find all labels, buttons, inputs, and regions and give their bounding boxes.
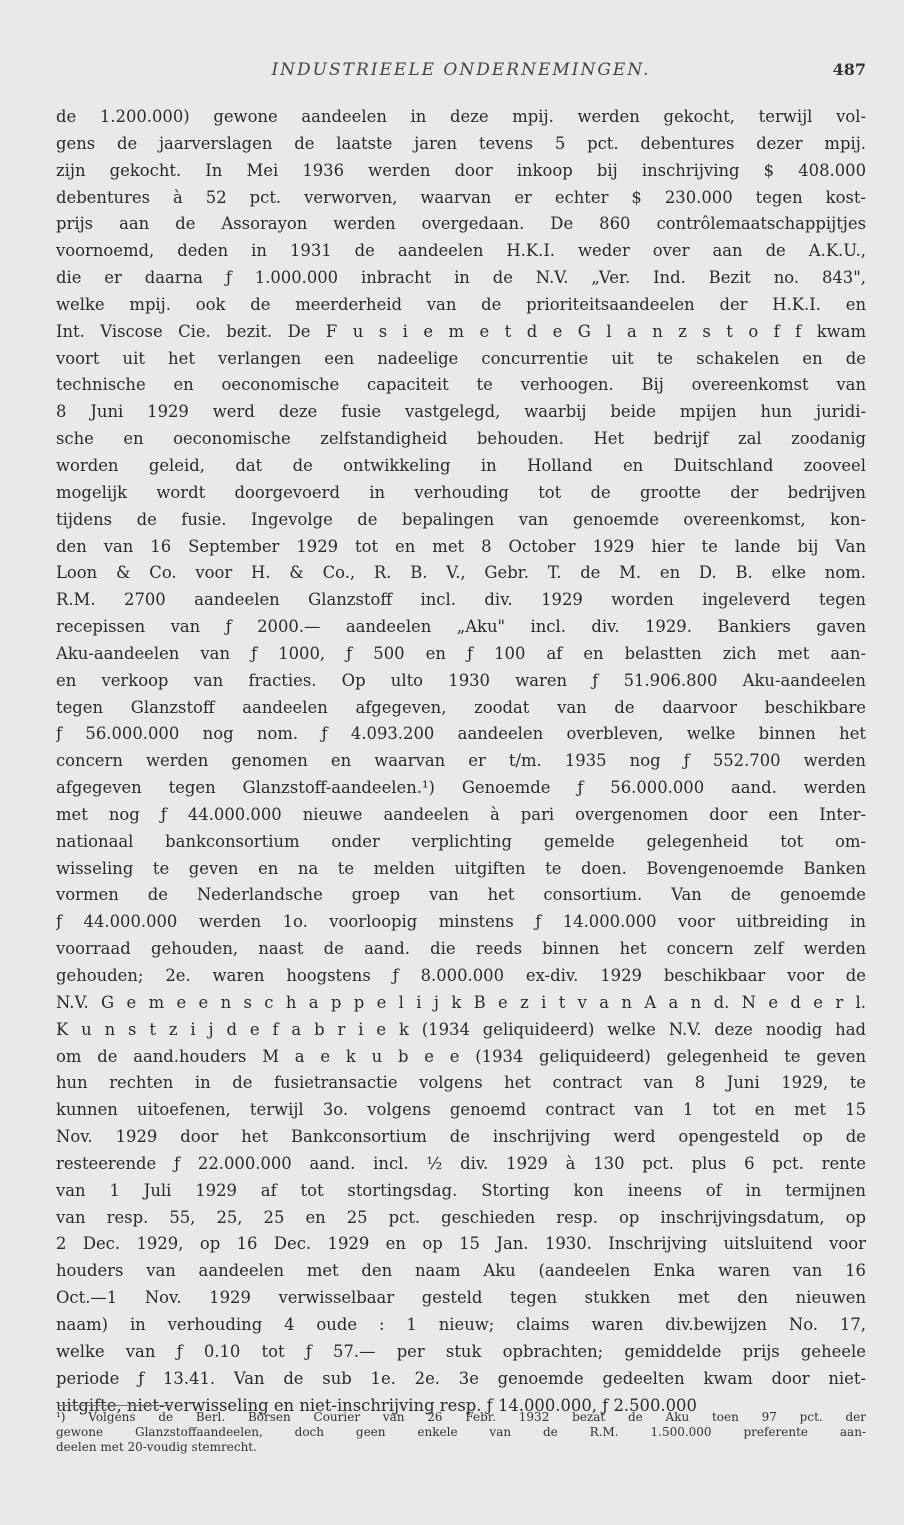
- text-line: prijs aan de Assorayon werden overgedaan. De 860 contrôlemaatschappijtjes: [56, 214, 866, 234]
- text-line: 8 Juni 1929 werd deze fusie vastgelegd, waarbij beide mpijen hun juridi-: [56, 402, 866, 422]
- text-line: wisseling te geven en na te melden uitgiften te doen. Bovengenoemde Banken: [56, 858, 866, 878]
- text-line: voornoemd, deden in 1931 de aandeelen H.K.I. weder over aan de A.K.U.,: [56, 241, 866, 261]
- text-line: Int. Viscose Cie. bezit. De F u s i e m e t d e G l a n z s t o f f kwam: [56, 321, 866, 341]
- text-line: Aku-aandeelen van ƒ 1000, ƒ 500 en ƒ 100 af en belastten zich met aan-: [56, 643, 866, 663]
- text-line: met nog ƒ 44.000.000 nieuwe aandeelen à pari overgenomen door een Inter-: [56, 804, 866, 824]
- text-line: technische en oeconomische capaciteit te verhoogen. Bij overeenkomst van: [56, 375, 866, 395]
- text-line: om de aand.houders M a e k u b e e (1934 geliquideerd) gelegenheid te geven: [56, 1046, 866, 1066]
- text-line: ƒ 56.000.000 nog nom. ƒ 4.093.200 aandeelen overbleven, welke binnen het: [56, 724, 866, 744]
- footnote-line: ¹) Volgens de Berl. Börsen Courier van 26 Febr. 1932 bezat de Aku toen 97 pct. der: [56, 1410, 866, 1424]
- footnote-line: deelen met 20-voudig stemrecht.: [56, 1440, 257, 1454]
- text-line: gehouden; 2e. waren hoogstens ƒ 8.000.000 ex-div. 1929 beschikbaar voor de: [56, 966, 866, 985]
- text-line: 2 Dec. 1929, op 16 Dec. 1929 en op 15 Jan. 1930. Inschrijving uitsluitend voor: [56, 1234, 866, 1254]
- text-line: den van 16 September 1929 tot en met 8 October 1929 hier te lande bij Van: [56, 536, 866, 556]
- text-line: Loon & Co. voor H. & Co., R. B. V., Gebr. T. de M. en D. B. elke nom.: [56, 563, 866, 583]
- text-line: periode ƒ 13.41. Van de sub 1e. 2e. 3e genoemde gedeelten kwam door niet-: [56, 1368, 866, 1388]
- page-header: [56, 60, 866, 88]
- text-line: kunnen uitoefenen, terwijl 3o. volgens genoemd contract van 1 tot en met 15: [56, 1100, 866, 1120]
- text-line: en verkoop van fracties. Op ulto 1930 waren ƒ 51.906.800 Aku-aandeelen: [56, 670, 866, 690]
- text-line: R.M. 2700 aandeelen Glanzstoff incl. div. 1929 worden ingeleverd tegen: [56, 590, 866, 610]
- text-line: recepissen van ƒ 2000.— aandeelen „Aku" incl. div. 1929. Bankiers gaven: [56, 617, 866, 637]
- footnote-line: gewone Glanzstoffaandeelen, doch geen enkele van de R.M. 1.500.000 preferente aan-: [56, 1425, 866, 1439]
- text-line: voort uit het verlangen een nadeelige concurrentie uit te schakelen en de: [56, 348, 866, 368]
- body-text: [56, 104, 866, 1419]
- text-line: sche en oeconomische zelfstandigheid behouden. Het bedrijf zal zoodanig: [56, 429, 866, 449]
- text-line: houders van aandeelen met den naam Aku (aandeelen Enka waren van 16: [56, 1261, 866, 1281]
- text-line: ƒ 44.000.000 werden 1o. voorloopig minstens ƒ 14.000.000 voor uitbreiding in: [56, 912, 866, 932]
- text-line: debentures à 52 pct. verworven, waarvan er echter $ 230.000 tegen kost-: [56, 187, 866, 207]
- text-line: resteerende ƒ 22.000.000 aand. incl. ½ div. 1929 à 130 pct. plus 6 pct. rente: [56, 1153, 866, 1173]
- text-line: worden geleid, dat de ontwikkeling in Holland en Duitschland zooveel: [56, 455, 866, 475]
- text-line: die er daarna ƒ 1.000.000 inbracht in de N.V. „Ver. Ind. Bezit no. 843",: [56, 268, 866, 288]
- text-line: de 1.200.000) gewone aandeelen in deze mpij. werden gekocht, terwijl vol-: [56, 107, 866, 126]
- text-line: uitgifte, niet-verwisseling en niet-inschrijving resp. ƒ 14.000.000, ƒ 2.500.000: [56, 1395, 697, 1415]
- text-line: welke mpij. ook de meerderheid van de prioriteitsaandeelen der H.K.I. en: [56, 294, 866, 314]
- text-line: hun rechten in de fusietransactie volgens het contract van 8 Juni 1929, te: [56, 1073, 866, 1093]
- text-line: van resp. 55, 25, 25 en 25 pct. geschieden resp. op inschrijvingsdatum, op: [56, 1207, 866, 1227]
- text-line: tegen Glanzstoff aandeelen afgegeven, zoodat van de daarvoor beschikbare: [56, 697, 866, 717]
- text-line: naam) in verhouding 4 oude : 1 nieuw; claims waren div.bewijzen No. 17,: [56, 1314, 866, 1334]
- text-line: welke van ƒ 0.10 tot ƒ 57.— per stuk opbrachten; gemiddelde prijs geheele: [56, 1341, 866, 1361]
- text-line: tijdens de fusie. Ingevolge de bepalingen van genoemde overeenkomst, kon-: [56, 509, 866, 529]
- text-line: vormen de Nederlandsche groep van het consortium. Van de genoemde: [56, 885, 866, 905]
- text-line: van 1 Juli 1929 af tot stortingsdag. Storting kon ineens of in termijnen: [56, 1180, 866, 1200]
- text-line: voorraad gehouden, naast de aand. die reeds binnen het concern zelf werden: [56, 939, 866, 959]
- text-line: afgegeven tegen Glanzstoff-aandeelen.¹) Genoemde ƒ 56.000.000 aand. werden: [56, 778, 866, 798]
- text-line: N.V. G e m e e n s c h a p p e l i j k B e z i t v a n A a n d. N e d e r l.: [56, 992, 866, 1012]
- text-line: mogelijk wordt doorgevoerd in verhouding tot de grootte der bedrijven: [56, 482, 866, 502]
- footnote-rule: [60, 1405, 172, 1406]
- text-line: gens de jaarverslagen de laatste jaren tevens 5 pct. debentures dezer mpij.: [56, 133, 866, 153]
- text-line: concern werden genomen en waarvan er t/m. 1935 nog ƒ 552.700 werden: [56, 751, 866, 771]
- running-title: INDUSTRIEELE ONDERNEMINGEN.: [271, 60, 651, 80]
- text-line: K u n s t z i j d e f a b r i e k (1934 geliquideerd) welke N.V. deze noodig had: [56, 1019, 866, 1039]
- page-number: 487: [832, 60, 866, 79]
- text-line: zijn gekocht. In Mei 1936 werden door inkoop bij inschrijving $ 408.000: [56, 160, 866, 180]
- text-line: nationaal bankconsortium onder verplichting gemelde gelegenheid tot om-: [56, 831, 866, 851]
- footnote: [56, 1410, 866, 1455]
- text-line: Oct.—1 Nov. 1929 verwisselbaar gesteld tegen stukken met den nieuwen: [56, 1288, 866, 1308]
- text-line: Nov. 1929 door het Bankconsortium de inschrijving werd opengesteld op de: [56, 1127, 866, 1147]
